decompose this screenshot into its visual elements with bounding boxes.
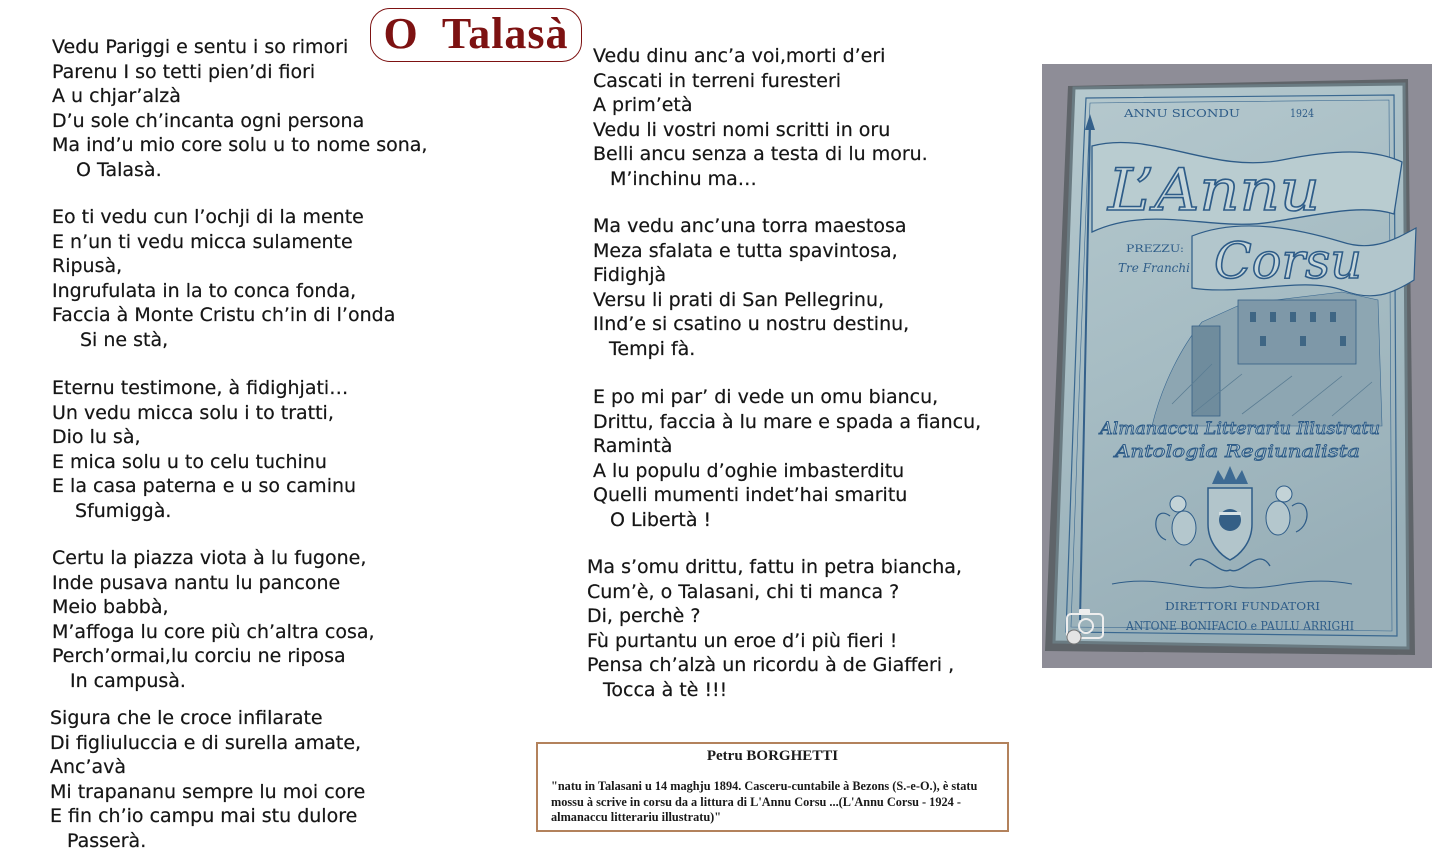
- poem-line: Quelli mumenti indet’hai smaritu: [593, 484, 908, 507]
- poem-refrain-line: Tocca à tè !!!: [603, 678, 728, 701]
- cover-price: Tre Franchi: [1118, 261, 1191, 275]
- poem-line: Anc’avà: [50, 756, 127, 779]
- left-stanza-3: [52, 376, 356, 524]
- middle-stanza-3: [593, 385, 981, 533]
- poem-line: Cum’è, o Talasani, chi ti manca ?: [587, 580, 900, 603]
- window: [1330, 312, 1336, 322]
- cover-title-line2: Corsu: [1214, 232, 1362, 290]
- author-bio: "natu in Talasani u 14 maghju 1894. Casceru-cuntabile à Bezons (S.-e-O.), è statu mossu à scrive in corsu da a littura di L'Annu Corsu ...(L'Annu Corsu - 1924 -almanaccu litterariu illustratu)": [551, 779, 978, 824]
- cover-year: 1924: [1290, 107, 1314, 120]
- poem-line: Ramintà: [593, 435, 673, 458]
- fortress-building: [1238, 300, 1356, 364]
- poem-line: Un vedu micca solu i to tratti,: [52, 401, 334, 424]
- cover-title-line1: L’Annu: [1106, 156, 1320, 224]
- angel-right-head: [1276, 486, 1292, 502]
- poem-line: Ripusà,: [52, 255, 123, 278]
- camera-top: [1079, 609, 1090, 615]
- window: [1300, 336, 1306, 346]
- poem-line: Eo ti vedu cun l’ochji di la mente: [52, 206, 364, 228]
- moor-bandana: [1219, 512, 1241, 515]
- poem-refrain-line: Si ne stà,: [80, 328, 169, 351]
- poem-line: Meio babbà,: [52, 596, 169, 619]
- middle-stanza-4: [587, 555, 962, 703]
- cover-top-label: ANNU SICONDU: [1122, 107, 1240, 120]
- poem-line: E la casa paterna e u so caminu: [52, 475, 357, 498]
- poem-refrain-line: Passerà.: [67, 829, 147, 852]
- angel-left-head: [1170, 496, 1186, 512]
- poem-line: Di figliuluccia e di surella amate,: [50, 731, 362, 754]
- poem-line: Meza sfalata e tutta spavintosa,: [593, 239, 898, 262]
- poem-refrain-line: O Libertà !: [610, 508, 712, 531]
- poem-line: Eternu testimone, à fidighjati…: [52, 377, 349, 399]
- poem-line: Certu la piazza viota à lu fugone,: [52, 547, 367, 569]
- author-box: [536, 742, 1009, 832]
- author-name: Petru BORGHETTI: [706, 748, 839, 764]
- poem-line: Belli ancu senza a testa di lu moru.: [593, 143, 928, 166]
- window: [1340, 336, 1346, 346]
- cover-founders-label: DIRETTORI FUNDATORI: [1165, 600, 1320, 613]
- left-stanza-1: [52, 35, 427, 183]
- window: [1260, 336, 1266, 346]
- camera-badge: [1067, 630, 1081, 644]
- poem-line: Mi trapananu sempre lu moi core: [50, 780, 366, 803]
- poem-line: Dio lu sà,: [52, 426, 141, 449]
- poem-line: Versu li prati di San Pellegrinu,: [593, 288, 885, 311]
- cover-founders: ANTONE BONIFACIO e PAULU ARRIGHI: [1125, 619, 1355, 633]
- window: [1270, 312, 1276, 322]
- poem-line: Vedu Pariggi e sentu i so rimori: [52, 36, 349, 58]
- poem-line: A lu populu d’oghie imbasterditu: [593, 459, 905, 482]
- window: [1250, 312, 1256, 322]
- poem-line: A u chjar’alzà: [52, 85, 181, 108]
- left-stanza-4: [52, 546, 375, 694]
- poem-title: O Talasà: [383, 9, 569, 58]
- window: [1290, 312, 1296, 322]
- poem-line: Sigura che le croce infilarate: [50, 707, 323, 729]
- angel-left-body: [1172, 511, 1196, 545]
- poem-line: Vedu li vostri nomi scritti in oru: [593, 118, 891, 141]
- poem-line: Inde pusava nantu lu pancone: [52, 571, 341, 594]
- poem-line: Drittu, faccia à lu mare e spada a fiancu,: [593, 410, 982, 433]
- poem-line: Perch’ormai,lu corciu ne riposa: [52, 645, 346, 668]
- poem-line: M’affoga lu core più ch’altra cosa,: [52, 620, 375, 643]
- poem-line: Ma ind’u mio core solu u to nome sona,: [52, 134, 428, 157]
- middle-stanza-1: [593, 44, 928, 192]
- cover-subtitle-1: Almanaccu Litterariu Illustratu: [1097, 419, 1380, 439]
- poem-line: Pensa ch’alzà un ricordu à de Giafferi ,: [587, 654, 955, 677]
- book-cover-photo: [1042, 64, 1432, 668]
- poem-line: E fin ch’io campu mai stu dulore: [50, 805, 358, 828]
- poem-line: E n’un ti vedu micca sulamente: [52, 230, 353, 253]
- window: [1310, 312, 1316, 322]
- angel-right-body: [1266, 501, 1290, 535]
- middle-stanza-2: [593, 214, 909, 362]
- poem-line: IInd’e si csatino u nostru destinu,: [593, 313, 910, 336]
- poem-line: Fidighjà: [593, 264, 667, 287]
- poem-line: Ma s’omu drittu, fattu in petra biancha,: [587, 556, 962, 578]
- poem-line: Faccia à Monte Cristu ch’in di l’onda: [52, 304, 396, 327]
- poem-line: Parenu I so tetti pien’di fiori: [52, 60, 316, 83]
- poem-line: Fù purtantu un eroe d’i più fieri !: [587, 629, 898, 652]
- poem-line: A prim’età: [593, 94, 693, 117]
- poem-line: Ma vedu anc’una torra maestosa: [593, 215, 907, 237]
- left-stanza-2: [52, 205, 395, 353]
- poem-refrain-line: Sfumiggà.: [75, 499, 172, 522]
- cover-price-label: PREZZU:: [1126, 244, 1184, 255]
- left-stanza-5: [50, 706, 365, 854]
- poem-refrain-line: In campusà.: [70, 669, 186, 692]
- poem-line: D’u sole ch’incanta ogni persona: [52, 109, 365, 132]
- poem-refrain-line: Tempi fà.: [609, 337, 696, 360]
- poem-line: Ingrufulata in la to conca fonda,: [52, 279, 357, 302]
- poem-refrain-line: M’inchinu ma…: [610, 167, 757, 190]
- poem-refrain-line: O Talasà.: [76, 158, 162, 181]
- poem-line: Di, perchè ?: [587, 605, 701, 628]
- poem-line: E mica solu u to celu tuchinu: [52, 450, 327, 473]
- cover-subtitle-2: Antologia Regiunalista: [1112, 442, 1360, 462]
- poem-line: E po mi par’ di vede un omu biancu,: [593, 386, 939, 408]
- poem-line: Vedu dinu anc’a voi,morti d’eri: [593, 45, 886, 67]
- poem-line: Cascati in terreni furesteri: [593, 69, 842, 92]
